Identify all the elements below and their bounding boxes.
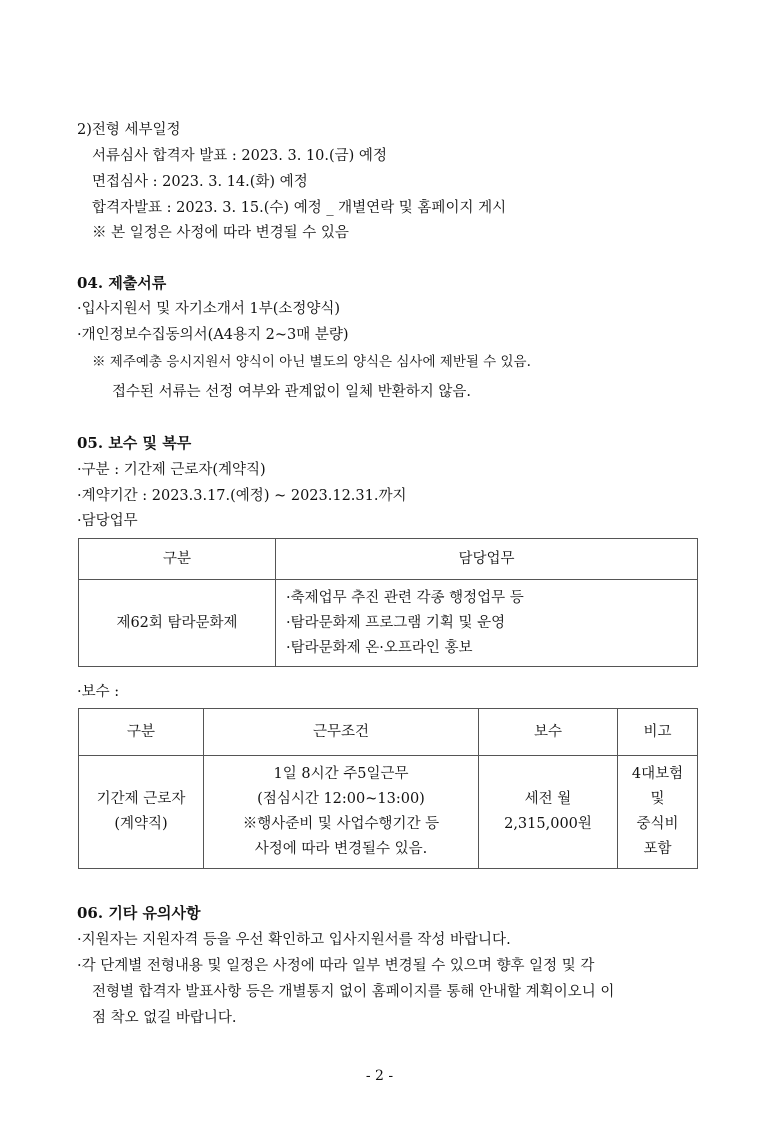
duty-header-type: 구분 xyxy=(79,539,276,580)
section-05-title: 05. 보수 및 복무 xyxy=(77,434,192,452)
schedule-note: ※ 본 일정은 사정에 따라 변경될 수 있음 xyxy=(92,225,349,241)
schedule-heading: 2)전형 세부일정 xyxy=(77,122,181,138)
pay-label: ·보수 : xyxy=(77,684,120,700)
pay-table xyxy=(78,708,698,869)
section-06-title: 06. 기타 유의사항 xyxy=(77,904,201,922)
pay-conditions-cell xyxy=(204,756,479,869)
pay-type-cell xyxy=(79,756,204,869)
duty-item: ·축제업무 추진 관련 각종 행정업무 등 xyxy=(286,589,524,606)
pay-line: 세전 월 xyxy=(524,791,572,807)
duty-header-duty: 담당업무 xyxy=(276,539,698,580)
section-04-item-2: ·개인정보수집동의서(A4용지 2~3매 분량) xyxy=(77,327,349,343)
condition-line: 1일 8시간 주5일근무 xyxy=(273,766,409,782)
table-row xyxy=(79,709,698,756)
duty-item: ·탐라문화제 프로그램 기획 및 운영 xyxy=(286,614,506,631)
note-line: 중식비 xyxy=(636,816,679,832)
condition-line: (점심시간 12:00~13:00) xyxy=(257,791,425,807)
pay-header-type: 구분 xyxy=(79,709,204,756)
note-line: 4대보험 xyxy=(631,766,684,782)
section-04-item-1: ·입사지원서 및 자기소개서 1부(소정양식) xyxy=(77,301,341,317)
schedule-line-2: 면접심사 : 2023. 3. 14.(화) 예정 xyxy=(92,174,308,190)
section-05-item-3: ·담당업무 xyxy=(77,513,138,529)
section-06-item-2-line-3: 점 착오 없길 바랍니다. xyxy=(92,1010,237,1026)
table-row xyxy=(79,539,698,580)
section-05-item-2: ·계약기간 : 2023.3.17.(예정) ~ 2023.12.31.까지 xyxy=(77,488,407,504)
pay-line: 2,315,000원 xyxy=(504,816,592,832)
duty-item: ·탐라문화제 온·오프라인 홍보 xyxy=(286,639,473,656)
pay-header-note: 비고 xyxy=(618,709,698,756)
pay-amount-cell xyxy=(479,756,618,869)
section-05-item-1: ·구분 : 기간제 근로자(계약직) xyxy=(77,462,266,478)
section-06-item-1: ·지원자는 지원자격 등을 우선 확인하고 입사지원서를 작성 바랍니다. xyxy=(77,932,511,948)
section-04-note-1: ※ 제주예총 응시지원서 양식이 아닌 별도의 양식은 심사에 제반될 수 있음. xyxy=(92,354,531,370)
section-06-item-2-line-1: ·각 단계별 전형내용 및 일정은 사정에 따라 일부 변경될 수 있으며 향후 일정 및 각 xyxy=(77,958,595,974)
condition-line: 사정에 따라 변경될수 있음. xyxy=(254,841,428,857)
schedule-line-1: 서류심사 합격자 발표 : 2023. 3. 10.(금) 예정 xyxy=(92,148,387,164)
schedule-line-3: 합격자발표 : 2023. 3. 15.(수) 예정 _ 개별연락 및 홈페이지 게시 xyxy=(92,200,507,216)
note-line: 포함 xyxy=(643,841,672,857)
page-number: - 2 - xyxy=(365,1068,394,1084)
section-06-item-2-line-2: 전형별 합격자 발표사항 등은 개별통지 없이 홈페이지를 통해 안내할 계획이오니 이 xyxy=(92,984,615,1000)
duty-table xyxy=(78,538,698,667)
note-line: 및 xyxy=(650,791,665,807)
condition-line: ※행사준비 및 사업수행기간 등 xyxy=(242,816,440,832)
pay-header-conditions: 근무조건 xyxy=(204,709,479,756)
section-04-note-2: 접수된 서류는 선정 여부와 관계없이 일체 반환하지 않음. xyxy=(112,384,472,400)
duty-list xyxy=(276,580,698,667)
section-04-title: 04. 제출서류 xyxy=(77,274,167,292)
table-row xyxy=(79,756,698,869)
pay-type-line: (계약직) xyxy=(114,816,168,832)
table-row xyxy=(79,580,698,667)
pay-header-pay: 보수 xyxy=(479,709,618,756)
pay-note-cell xyxy=(618,756,698,869)
pay-type-line: 기간제 근로자 xyxy=(96,791,186,807)
duty-row-label: 제62회 탐라문화제 xyxy=(79,580,276,667)
